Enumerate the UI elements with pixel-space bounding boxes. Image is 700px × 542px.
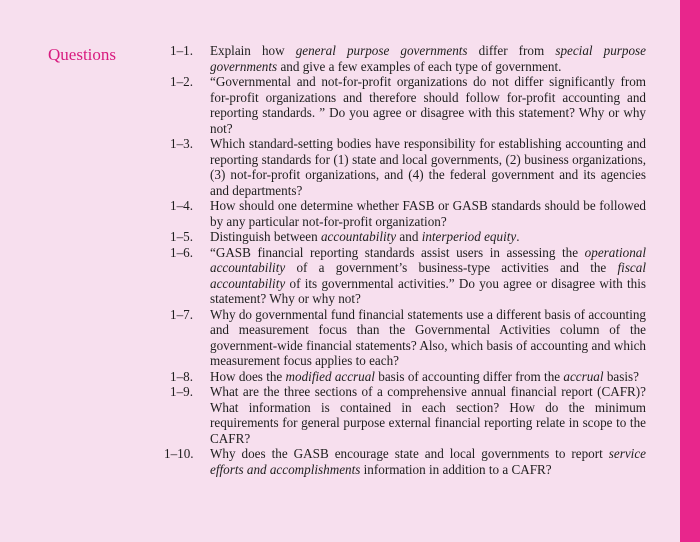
question-text bbox=[210, 229, 520, 244]
question-number: 1–7. bbox=[170, 306, 193, 322]
question-number: 1–6. bbox=[170, 244, 193, 260]
question-item bbox=[168, 136, 646, 198]
text-run: How does the bbox=[210, 368, 286, 384]
question-item bbox=[168, 229, 646, 245]
question-text bbox=[210, 384, 646, 446]
text-run: Which standard-setting bodies have responsibility for establishing accounting and reporting standards for (1) state and local governments, (2) business organizations, (3) not-for-profit organizations, and (4) the federal government and its agencies and departments? bbox=[210, 136, 646, 198]
text-run: information in addition to a CAFR? bbox=[360, 461, 552, 477]
emphasized-term: general purpose governments bbox=[295, 43, 468, 58]
question-text bbox=[210, 245, 646, 307]
emphasized-term: service efforts and accomplishments bbox=[210, 446, 646, 477]
text-run: differ from bbox=[467, 43, 556, 58]
question-number: 1–2. bbox=[170, 74, 193, 89]
question-item bbox=[168, 307, 646, 369]
question-item bbox=[168, 198, 646, 229]
question-number: 1–1. bbox=[170, 43, 193, 58]
emphasized-term: fiscal accountability bbox=[210, 260, 646, 291]
emphasized-term: accrual bbox=[563, 368, 604, 384]
emphasized-term: operational accountability bbox=[210, 244, 646, 275]
text-run: “Governmental and not-for-profit organizations do not differ significantly from for-profit organizations and therefore should follow for-profit accounting and reporting standards. ” Do you agree or disagree with this statement? Why or why not? bbox=[210, 74, 646, 136]
question-item bbox=[168, 74, 646, 136]
question-list bbox=[164, 43, 646, 477]
emphasized-term: interperiod equity bbox=[421, 229, 517, 244]
question-text bbox=[210, 198, 646, 229]
section-heading: Questions bbox=[48, 45, 116, 64]
question-number: 1–9. bbox=[170, 384, 193, 399]
question-text bbox=[210, 43, 646, 74]
text-run: of its governmental activities.” Do you agree or disagree with this statement? Why or why not? bbox=[210, 275, 646, 306]
text-run: basis? bbox=[603, 368, 639, 384]
question-item bbox=[168, 369, 646, 385]
text-run: “GASB financial reporting standards assist users in assessing the bbox=[210, 244, 585, 260]
question-text bbox=[210, 369, 639, 384]
question-text bbox=[210, 307, 646, 369]
emphasized-term: accountability bbox=[320, 229, 397, 244]
text-run: Why do governmental fund financial statements use a different basis of accounting and measurement focus than the Governmental Activities column of the government-wide financial statements? Also, which basis of accounting and which measurement focus applies to each? bbox=[210, 306, 646, 368]
question-number: 1–3. bbox=[170, 136, 193, 151]
question-number: 1–8. bbox=[170, 368, 193, 384]
text-run: How should one determine whether FASB or GASB standards should be followed by any particular not-for-profit organization? bbox=[210, 198, 646, 229]
text-run: basis of accounting differ from the bbox=[374, 368, 564, 384]
question-item bbox=[168, 245, 646, 307]
text-run: Distinguish between bbox=[210, 229, 321, 244]
text-run: Why does the GASB encourage state and local governments to report bbox=[210, 446, 609, 461]
question-text bbox=[210, 136, 646, 198]
text-run: and bbox=[396, 229, 422, 244]
text-run: Explain how bbox=[210, 43, 296, 58]
question-number: 1–5. bbox=[170, 229, 193, 244]
emphasized-term: modified accrual bbox=[285, 368, 375, 384]
question-text bbox=[210, 74, 646, 136]
emphasized-term: special purpose governments bbox=[210, 43, 646, 74]
question-item bbox=[168, 43, 646, 74]
text-run: and give a few examples of each type of government. bbox=[277, 58, 562, 74]
question-text bbox=[210, 446, 646, 477]
question-number: 1–10. bbox=[164, 446, 194, 461]
question-item bbox=[168, 384, 646, 446]
text-run: of a government’s business-type activities and the bbox=[285, 260, 618, 275]
question-number: 1–4. bbox=[170, 198, 193, 213]
text-run: What are the three sections of a comprehensive annual financial report (CAFR)? What information is contained in each section? How do the minimum requirements for general purpose external financial reporting relate in scope to the CAFR? bbox=[210, 384, 646, 446]
text-run: . bbox=[516, 229, 520, 244]
accent-bar bbox=[680, 0, 700, 542]
question-item bbox=[164, 446, 646, 477]
